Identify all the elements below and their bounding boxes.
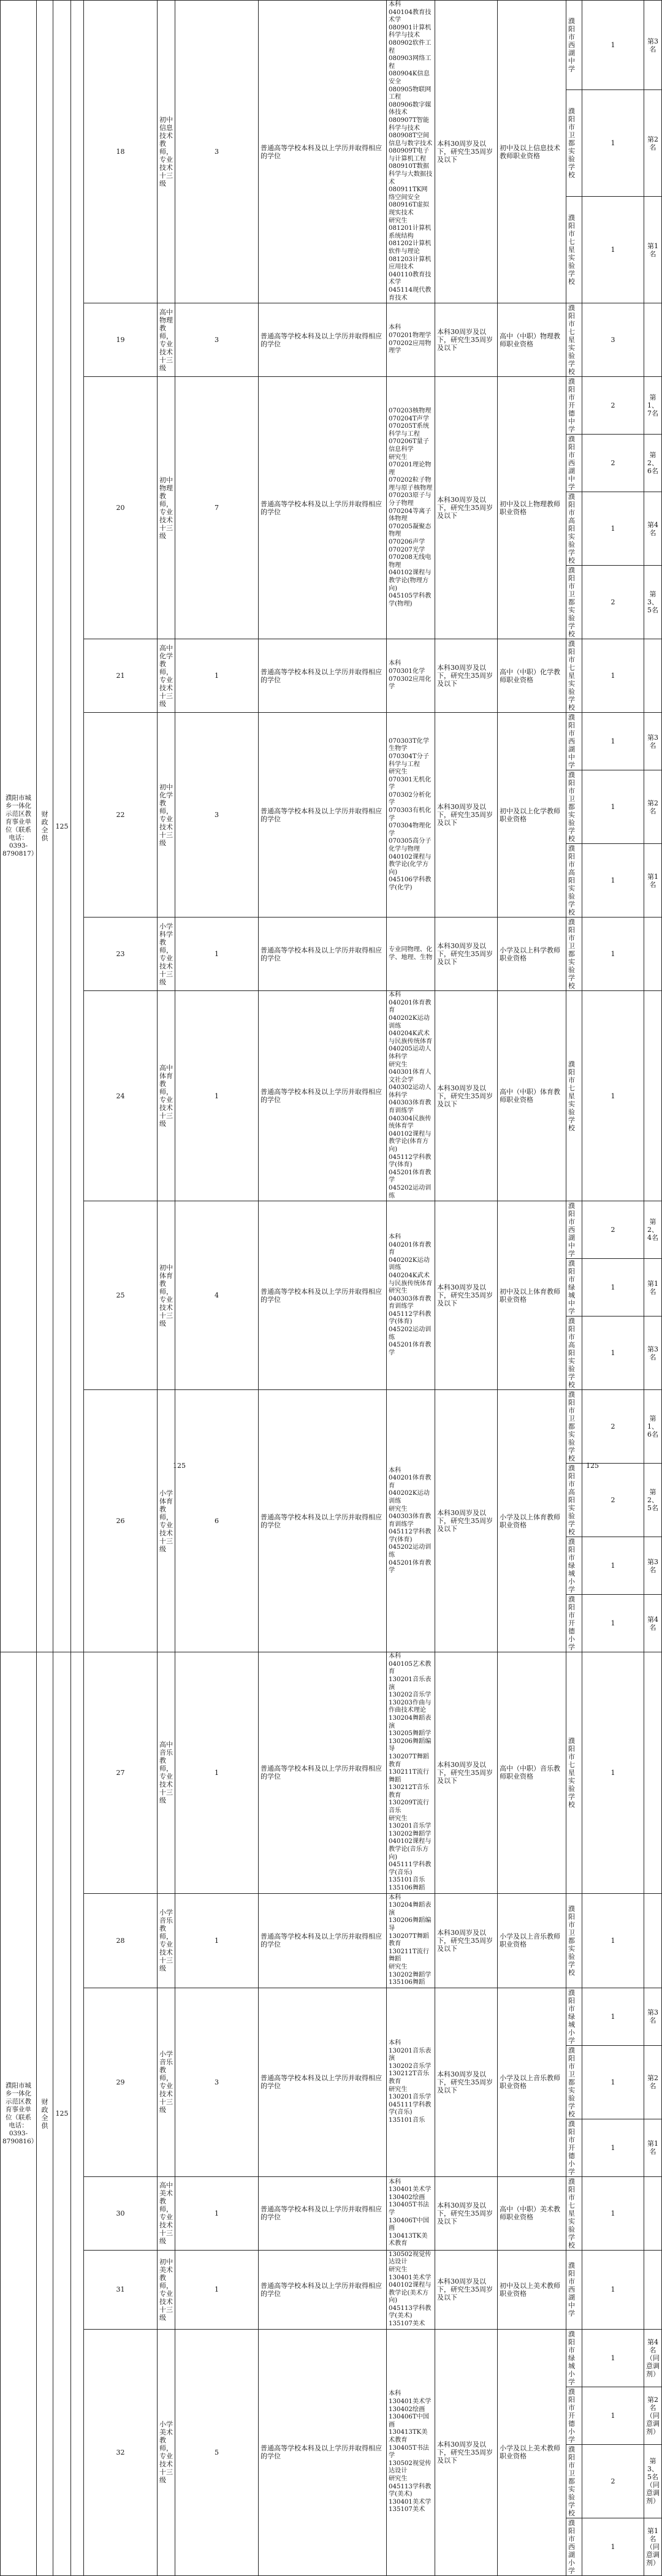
- school-rank: [644, 1893, 662, 1988]
- education-requirement: 普通高等学校本科及以上学历并取得相应的学位: [259, 639, 387, 713]
- major-requirement: 本科 130401美术学 130402绘画 130406T中国画 130413TK美术教育 130405T书法学 130502视觉传达设计 研究生 045113学科教学(美术) 130401美术学 135107美术: [387, 2329, 435, 2575]
- table-row: [1, 991, 662, 1201]
- job-title: 小学美术教师，专业技术十三级: [158, 2329, 175, 2575]
- school-count: 1: [582, 639, 644, 713]
- certificate-requirement: 小学及以上体育教师职业资格: [498, 1390, 566, 1652]
- education-requirement: 普通高等学校本科及以上学历并取得相应的学位: [259, 1893, 387, 1988]
- age-requirement: 本科30周岁及以下，研究生35周岁及以下: [435, 377, 498, 639]
- school-name: 濮阳市开德中学: [566, 377, 582, 435]
- education-requirement: 普通高等学校本科及以上学历并取得相应的学位: [259, 377, 387, 639]
- job-number: 24: [84, 991, 158, 1201]
- job-title: 高中化学教师，专业技术十三级: [158, 639, 175, 713]
- job-number: 19: [84, 303, 158, 377]
- major-requirement: 本科 070201物理学 070202应用物理学: [387, 303, 435, 377]
- school-rank: [644, 2176, 662, 2250]
- job-title: 高中音乐教师，专业技术十三级: [158, 1652, 175, 1893]
- job-title: 高中体育教师，专业技术十三级: [158, 991, 175, 1201]
- school-name: 濮阳市绿城小学: [566, 1988, 582, 2045]
- school-count: 1: [582, 2387, 644, 2444]
- table-row: [1, 1893, 662, 1988]
- school-rank: 第2、4名: [644, 1201, 662, 1259]
- school-count: 1: [582, 1316, 644, 1390]
- school-count: 1: [582, 713, 644, 770]
- certificate-requirement: 初中及以上美术教师职业资格: [498, 2250, 566, 2329]
- school-name: 濮阳市卫都实验学校: [566, 90, 582, 197]
- school-rank: 第3、5名（同意调剂）: [644, 2444, 662, 2518]
- school-rank: 第3名: [644, 1, 662, 90]
- school-count: 1: [582, 1652, 644, 1893]
- major-requirement: 本科 040201体育教育 040202K运动训练 040204K武术与民族传统体育 040205运动人体科学 研究生 040301体育人文社会学 040302运动人体科学 040303体育教育训练学 040304民族传统体育学 040102课程与教学论(体育方向) 045112学科教学(体育) 045201体育教学 045202运动训练: [387, 991, 435, 1201]
- education-requirement: 普通高等学校本科及以上学历并取得相应的学位: [259, 1390, 387, 1652]
- education-requirement: 普通高等学校本科及以上学历并取得相应的学位: [259, 2176, 387, 2250]
- job-title: 高中美术教师，专业技术十三级: [158, 2176, 175, 2250]
- job-number: 32: [84, 2329, 158, 2575]
- school-count: 1: [582, 1893, 644, 1988]
- major-requirement: 专业同物理、化学、地理、生物: [387, 918, 435, 991]
- job-number: 28: [84, 1893, 158, 1988]
- school-rank: 第1名: [644, 2119, 662, 2176]
- age-requirement: 本科30周岁及以下，研究生35周岁及以下: [435, 2176, 498, 2250]
- school-name: 濮阳市开德小学: [566, 2119, 582, 2176]
- school-name: 濮阳市高阳实验学校: [566, 844, 582, 918]
- school-count: 3: [582, 303, 644, 377]
- table-row: [1, 1988, 662, 2045]
- education-requirement: 普通高等学校本科及以上学历并取得相应的学位: [259, 1201, 387, 1390]
- school-name: 濮阳市高阳实验学校: [566, 492, 582, 566]
- certificate-requirement: 高中（中职）化学教师职业资格: [498, 639, 566, 713]
- school-count: 2: [582, 1390, 644, 1464]
- age-requirement: 本科30周岁及以下，研究生35周岁及以下: [435, 1652, 498, 1893]
- major-requirement: 本科 130401美术学 130402绘画 130405T书法学 130406T中国画 130413TK美术教育: [387, 2176, 435, 2250]
- age-requirement: 本科30周岁及以下，研究生35周岁及以下: [435, 713, 498, 918]
- job-title: 初中信息技术教师，专业技术十三级: [158, 1, 175, 303]
- job-count: 7: [175, 377, 259, 639]
- major-requirement: 070203核物理 070204T声学 070205T系统科学与工程 070206T量子信息科学 研究生 070201理论物理 070202粒子物理与原子核物理 070203原子与分子物理 070204等离子体物理 070205凝聚态物理 070206声学 070207光学 070208无线电物理 040102课程与教学论(物理方向) 045105学科教学(物理): [387, 377, 435, 639]
- job-number: 27: [84, 1652, 158, 1893]
- certificate-requirement: 高中（中职）体育教师职业资格: [498, 991, 566, 1201]
- school-rank: 第3名: [644, 713, 662, 770]
- school-rank: 第1名: [644, 1259, 662, 1316]
- education-requirement: 普通高等学校本科及以上学历并取得相应的学位: [259, 2250, 387, 2329]
- certificate-requirement: 高中（中职）音乐教师职业资格: [498, 1652, 566, 1893]
- certificate-requirement: 高中（中职）美术教师职业资格: [498, 2176, 566, 2250]
- job-title: 初中物理教师，专业技术十三级: [158, 377, 175, 639]
- school-name: 濮阳市绿城小学: [566, 1537, 582, 1595]
- school-name: 濮阳市绿城小学: [566, 2329, 582, 2387]
- school-rank: [644, 918, 662, 991]
- job-title: 小学音乐教师，专业技术十三级: [158, 1988, 175, 2176]
- job-count: 1: [175, 2250, 259, 2329]
- school-rank: 第1名（同意调剂）: [644, 2518, 662, 2575]
- school-name: 濮阳市西湖中学: [566, 713, 582, 770]
- school-rank: 第2名: [644, 90, 662, 197]
- school-count: 1: [582, 1259, 644, 1316]
- school-name: 濮阳市开德小学: [566, 2387, 582, 2444]
- school-rank: 第4名（同意调剂）: [644, 2329, 662, 2387]
- major-requirement: 本科 040201体育教育 040202K运动训练 研究生 040303体育教育训练学 045112学科教学(体育) 045202运动训练 045201体育教学: [387, 1390, 435, 1652]
- school-count: 1: [582, 1, 644, 90]
- school-name: 濮阳市西湖中学: [566, 1201, 582, 1259]
- education-requirement: 普通高等学校本科及以上学历并取得相应的学位: [259, 1, 387, 303]
- job-count: 3: [175, 1988, 259, 2176]
- table-row: [1, 2176, 662, 2250]
- job-count: 5: [175, 2329, 259, 2575]
- job-number: 29: [84, 1988, 158, 2176]
- job-number: 23: [84, 918, 158, 991]
- school-count: 1: [582, 2045, 644, 2119]
- school-rank: [644, 991, 662, 1201]
- school-count: 2: [582, 566, 644, 639]
- education-requirement: 普通高等学校本科及以上学历并取得相应的学位: [259, 991, 387, 1201]
- table-row: [1, 377, 662, 435]
- school-name: 濮阳市开德小学: [566, 1595, 582, 1652]
- school-count: 2: [582, 2444, 644, 2518]
- school-rank: 第3名: [644, 1316, 662, 1390]
- unit-cell: 濮阳市城乡一体化示范区教育事业单位（联系电话：0393-8790816）: [1, 1652, 37, 2575]
- school-name: 濮阳市卫都实验学校: [566, 1390, 582, 1464]
- footer-total-right: 125: [586, 1462, 599, 1470]
- job-count: 3: [175, 1, 259, 303]
- school-name: 濮阳市七星实验学校: [566, 639, 582, 713]
- school-rank: [644, 2250, 662, 2329]
- school-name: 濮阳市卫都实验学校: [566, 566, 582, 639]
- school-count: 1: [582, 770, 644, 844]
- school-name: 濮阳市卫都实验学校: [566, 2444, 582, 2518]
- school-rank: 第1、6名: [644, 1390, 662, 1464]
- age-requirement: 本科30周岁及以下，研究生35周岁及以下: [435, 1201, 498, 1390]
- certificate-requirement: 初中及以上物理教师职业资格: [498, 377, 566, 639]
- age-requirement: 本科30周岁及以下，研究生35周岁及以下: [435, 2250, 498, 2329]
- job-number: 21: [84, 639, 158, 713]
- school-name: 濮阳市卫都实验学校: [566, 2045, 582, 2119]
- certificate-requirement: 初中及以上信息技术教师职业资格: [498, 1, 566, 303]
- major-requirement: 130502视觉传达设计 研究生 130401美术学 040102课程与教学论(美术方向) 045113学科教学(美术) 135107美术: [387, 2250, 435, 2329]
- certificate-requirement: 高中（中职）物理教师职业资格: [498, 303, 566, 377]
- table-row: [1, 1652, 662, 1893]
- job-title: 小学体育教师，专业技术十三级: [158, 1390, 175, 1652]
- school-name: 濮阳市高阳实验学校: [566, 1316, 582, 1390]
- school-name: 濮阳市七星实验学校: [566, 303, 582, 377]
- certificate-requirement: 小学及以上科学教师职业资格: [498, 918, 566, 991]
- school-count: 1: [582, 2329, 644, 2387]
- table-row: [1, 303, 662, 377]
- major-requirement: 本科 070301化学 070302应用化学: [387, 639, 435, 713]
- major-requirement: 070303T化学生物学 070304T分子科学与工程 研究生 070301无机化学 070302分析化学 070303有机化学 070304物理化学 070305高分子化学与物理 040102课程与教学论(化学方向) 045106学科教学(化学): [387, 713, 435, 918]
- school-rank: 第2名: [644, 770, 662, 844]
- job-count: 1: [175, 1652, 259, 1893]
- job-number: 31: [84, 2250, 158, 2329]
- school-name: 濮阳市绿城中学: [566, 1259, 582, 1316]
- table-row: [1, 918, 662, 991]
- total-cell: 125: [53, 1652, 71, 2575]
- job-count: 4: [175, 1201, 259, 1390]
- school-count: 1: [582, 2119, 644, 2176]
- job-count: 6: [175, 1390, 259, 1652]
- job-title: 初中化学教师，专业技术十三级: [158, 713, 175, 918]
- school-rank: 第4名: [644, 492, 662, 566]
- school-rank: 第3、5名: [644, 566, 662, 639]
- school-name: 濮阳市卫都实验学校: [566, 918, 582, 991]
- table-row: [1, 2329, 662, 2387]
- certificate-requirement: 初中及以上化学教师职业资格: [498, 713, 566, 918]
- school-name: 濮阳市高阳实验学校: [566, 1464, 582, 1537]
- major-requirement: 本科 130201音乐表演 130202音乐学 130212T音乐教育 研究生 130201音乐学 045111学科教学(音乐) 135101音乐: [387, 1988, 435, 2176]
- job-count: 1: [175, 918, 259, 991]
- school-rank: 第2名（同意调剂）: [644, 2387, 662, 2444]
- spacer-cell: [71, 1, 84, 1652]
- school-count: 1: [582, 492, 644, 566]
- school-name: 濮阳市西湖小学: [566, 2518, 582, 2575]
- age-requirement: 本科30周岁及以下，研究生35周岁及以下: [435, 639, 498, 713]
- education-requirement: 普通高等学校本科及以上学历并取得相应的学位: [259, 2329, 387, 2575]
- school-count: 1: [582, 1988, 644, 2045]
- school-count: 2: [582, 1201, 644, 1259]
- school-count: 1: [582, 1595, 644, 1652]
- school-rank: [644, 1652, 662, 1893]
- school-count: 2: [582, 435, 644, 492]
- job-title: 初中美术教师，专业技术十三级: [158, 2250, 175, 2329]
- job-title: 初中体育教师，专业技术十三级: [158, 1201, 175, 1390]
- certificate-requirement: 小学及以上音乐教师职业资格: [498, 1988, 566, 2176]
- school-rank: [644, 639, 662, 713]
- job-title: 小学音乐教师，专业技术十三级: [158, 1893, 175, 1988]
- age-requirement: 本科30周岁及以下，研究生35周岁及以下: [435, 1, 498, 303]
- job-count: 1: [175, 1893, 259, 1988]
- education-requirement: 普通高等学校本科及以上学历并取得相应的学位: [259, 303, 387, 377]
- school-rank: [644, 303, 662, 377]
- school-rank: 第2、6名: [644, 435, 662, 492]
- job-title: 高中物理教师，专业技术十三级: [158, 303, 175, 377]
- job-number: 25: [84, 1201, 158, 1390]
- education-requirement: 普通高等学校本科及以上学历并取得相应的学位: [259, 713, 387, 918]
- school-rank: 第1、7名: [644, 377, 662, 435]
- school-count: 1: [582, 197, 644, 303]
- school-name: 濮阳市西湖中学: [566, 2250, 582, 2329]
- school-count: 1: [582, 918, 644, 991]
- school-rank: 第2、5名: [644, 1464, 662, 1537]
- funding-cell: 财政全供: [37, 1, 53, 1652]
- age-requirement: 本科30周岁及以下，研究生35周岁及以下: [435, 1988, 498, 2176]
- table-row: [1, 2250, 662, 2329]
- school-name: 濮阳市卫都实验学校: [566, 770, 582, 844]
- school-name: 濮阳市七星实验学校: [566, 197, 582, 303]
- job-number: 22: [84, 713, 158, 918]
- spacer-cell: [71, 1652, 84, 2575]
- school-name: 濮阳市七星实验学校: [566, 991, 582, 1201]
- school-count: 1: [582, 844, 644, 918]
- school-count: 2: [582, 377, 644, 435]
- job-count: 3: [175, 303, 259, 377]
- school-name: 濮阳市卫都实验学校: [566, 1893, 582, 1988]
- school-name: 濮阳市西湖中学: [566, 1, 582, 90]
- school-count: 1: [582, 90, 644, 197]
- job-number: 20: [84, 377, 158, 639]
- school-count: 1: [582, 1537, 644, 1595]
- school-rank: 第1名: [644, 197, 662, 303]
- certificate-requirement: 小学及以上美术教师职业资格: [498, 2329, 566, 2575]
- school-count: 1: [582, 2176, 644, 2250]
- certificate-requirement: 小学及以上音乐教师职业资格: [498, 1893, 566, 1988]
- table-row: [1, 1201, 662, 1259]
- funding-cell: 财政全供: [37, 1652, 53, 2575]
- age-requirement: 本科30周岁及以下，研究生35周岁及以下: [435, 918, 498, 991]
- school-name: 濮阳市西湖中学: [566, 435, 582, 492]
- job-number: 26: [84, 1390, 158, 1652]
- education-requirement: 普通高等学校本科及以上学历并取得相应的学位: [259, 1652, 387, 1893]
- major-requirement: 本科 040201体育教育 040202K运动训练 040204K武术与民族传统体育 研究生 040303体育教育训练学 045112学科教学(体育) 045202运动训练 045201体育教学: [387, 1201, 435, 1390]
- school-rank: 第1名: [644, 844, 662, 918]
- school-name: 濮阳市七星实验学校: [566, 1652, 582, 1893]
- job-title: 小学科学教师，专业技术十三级: [158, 918, 175, 991]
- school-rank: 第4名: [644, 1595, 662, 1652]
- age-requirement: 本科30周岁及以下，研究生35周岁及以下: [435, 991, 498, 1201]
- education-requirement: 普通高等学校本科及以上学历并取得相应的学位: [259, 918, 387, 991]
- age-requirement: 本科30周岁及以下，研究生35周岁及以下: [435, 1893, 498, 1988]
- age-requirement: 本科30周岁及以下，研究生35周岁及以下: [435, 1390, 498, 1652]
- job-count: 1: [175, 991, 259, 1201]
- major-requirement: 本科 040104教育技术学 080901计算机科学与技术 080902软件工程 080903网络工程 080904K信息安全 080905物联网工程 080906数字媒体技术 080907T智能科学与技术 080908T空间信息与数字技术 080909T电子与计算机工程 080910T数据科学与大数据技术 080911TK网络空间安全 080916T虚拟现实技术 研究生 081201计算机系统结构 081202计算机软件与理论 081203计算机应用技术 040110教育技术学 045114现代教育技术: [387, 1, 435, 303]
- school-rank: 第2名: [644, 2045, 662, 2119]
- school-count: 2: [582, 1464, 644, 1537]
- major-requirement: 本科 040105艺术教育 130201音乐表演 130202音乐学 130203作曲与作曲技术理论 130204舞蹈表演 130205舞蹈学 130206舞蹈编导 130207T舞蹈教育 130211T流行舞蹈 130212T音乐教育 130209T流行音乐 研究生 130201音乐学 130202舞蹈学 040102课程与教学论(音乐方向) 045111学科教学(音乐) 135101音乐 135106舞蹈: [387, 1652, 435, 1893]
- job-count: 1: [175, 2176, 259, 2250]
- footer-total-left: 125: [173, 1462, 186, 1470]
- school-name: 濮阳市七星实验学校: [566, 2176, 582, 2250]
- job-count: 1: [175, 639, 259, 713]
- table-row: [1, 639, 662, 713]
- school-rank: 第3名: [644, 1988, 662, 2045]
- total-cell: 125: [53, 1, 71, 1652]
- school-count: 1: [582, 2518, 644, 2575]
- age-requirement: 本科30周岁及以下，研究生35周岁及以下: [435, 303, 498, 377]
- unit-cell: 濮阳市城乡一体化示范区教育事业单位（联系电话：0393-8790817）: [1, 1, 37, 1652]
- table-row: [1, 713, 662, 770]
- certificate-requirement: 初中及以上体育教师职业资格: [498, 1201, 566, 1390]
- table-row: [1, 1390, 662, 1464]
- school-rank: 第3名: [644, 1537, 662, 1595]
- age-requirement: 本科30周岁及以下，研究生35周岁及以下: [435, 2329, 498, 2575]
- school-count: 1: [582, 2250, 644, 2329]
- job-number: 18: [84, 1, 158, 303]
- job-number: 30: [84, 2176, 158, 2250]
- school-count: 1: [582, 991, 644, 1201]
- job-count: 3: [175, 713, 259, 918]
- major-requirement: 本科 130204舞蹈表演 130206舞蹈编导 130207T舞蹈教育 130211T流行舞蹈 研究生 130202舞蹈学 135106舞蹈: [387, 1893, 435, 1988]
- education-requirement: 普通高等学校本科及以上学历并取得相应的学位: [259, 1988, 387, 2176]
- table-row: [1, 1, 662, 90]
